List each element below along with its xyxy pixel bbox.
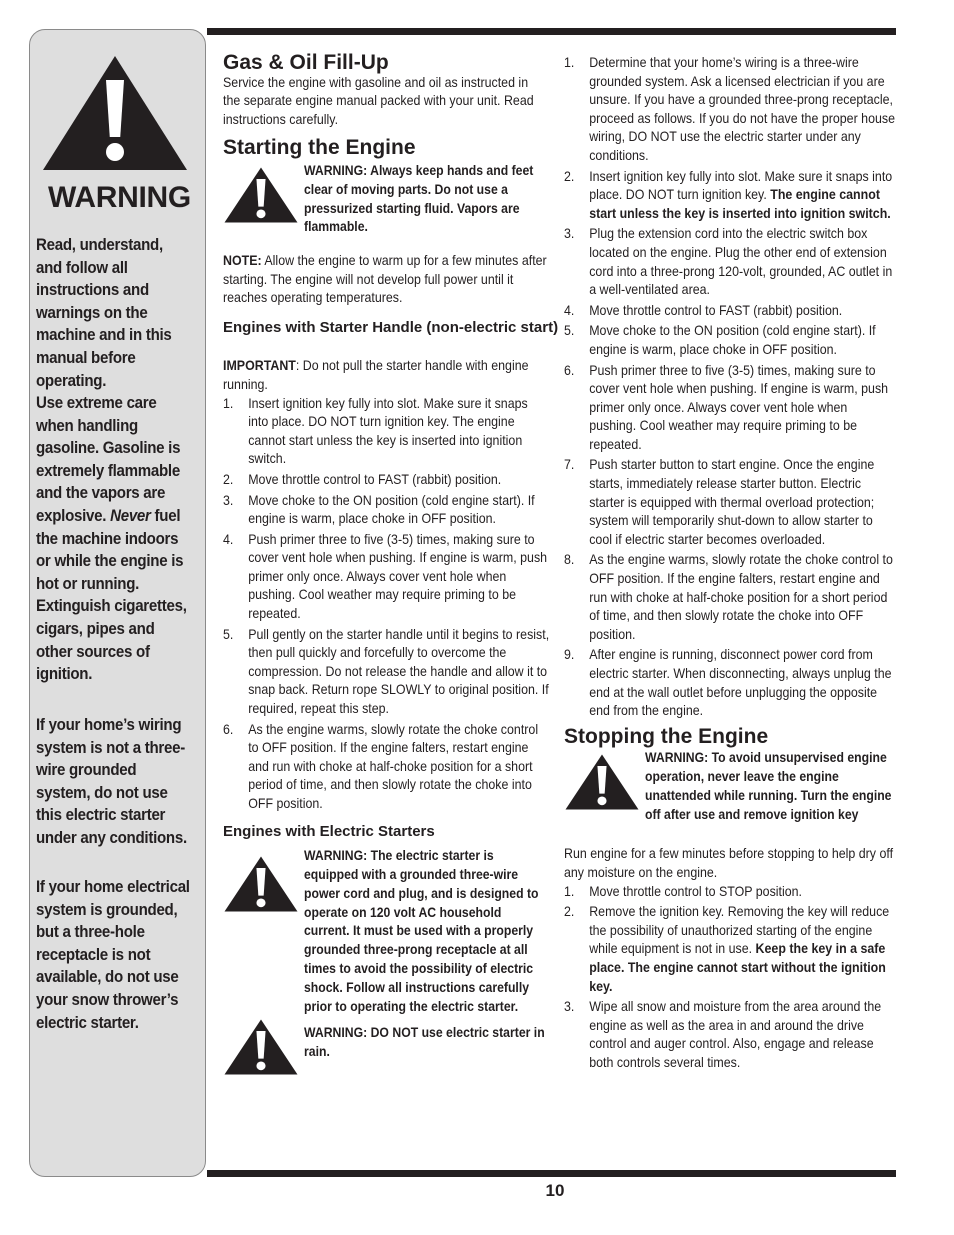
sidebar-para-gasoline-never: Never — [110, 506, 151, 525]
gas-oil-text: Service the engine with gasoline and oil as instructed in the separate engine manual packed with your unit. Read instructions carefully. — [223, 74, 534, 127]
step-text: Move throttle control to FAST (rabbit) position. — [248, 471, 502, 487]
step-number: 4. — [223, 531, 234, 547]
list-item — [223, 626, 551, 719]
list-item — [223, 492, 551, 529]
sidebar-para-read: Read, understand, and follow all instructions and warnings on the machine and in this manual before operating. — [36, 236, 172, 390]
sidebar-para-wiring: If your home’s wiring system is not a three-wire grounded system, do not use this electric starter under any conditions. — [36, 716, 187, 847]
step-number: 1. — [223, 395, 234, 411]
step-text: Move choke to the ON position (cold engine start). If engine is warm, place choke in OFF position. — [248, 492, 535, 527]
list-item — [564, 551, 896, 644]
list-item — [564, 302, 896, 321]
step-bold-text: Keep the key in a safe place. The engine cannot start without the ignition key. — [589, 941, 886, 994]
step-text: Insert ignition key fully into slot. Make sure it snaps into place. DO NOT turn ignition key. — [589, 168, 893, 203]
step-number: 4. — [564, 302, 575, 318]
stopping-warning — [564, 749, 896, 845]
step-text: As the engine warms, slowly rotate the choke control to OFF position. If the engine falters, restart engine and run with choke at half-choke position for a short period of time, and then slowly rotate the choke into OFF position. — [589, 552, 893, 642]
step-text: Push primer three to five (3-5) times, making sure to cover vent hole when pushing. If engine is warm, push primer only once. Always cover vent hole when pushing. Cool weather may require priming to be repeated. — [589, 362, 889, 452]
page-number: 10 — [545, 1181, 565, 1200]
step-number: 7. — [564, 457, 575, 473]
step-number: 1. — [564, 883, 575, 899]
important-note — [223, 357, 547, 394]
step-number: 3. — [223, 492, 234, 508]
list-item — [564, 362, 896, 455]
step-number: 6. — [564, 362, 575, 378]
rain-warning-text: WARNING: DO NOT use electric starter in rain. — [304, 1025, 545, 1059]
step-number: 1. — [564, 55, 575, 70]
electric-heading: Engines with Electric Starters — [223, 822, 435, 840]
note — [223, 252, 547, 308]
list-item — [564, 646, 896, 720]
electric-warning — [223, 847, 551, 1014]
warning-triangle-icon — [40, 53, 190, 173]
step-number: 2. — [564, 168, 575, 184]
list-item — [223, 531, 551, 624]
sidebar-para-receptacle: If your home electrical system is grounded, but a three-hole receptacle is not available, do not use your snow thrower’s electric starter. — [36, 878, 190, 1032]
top-rule — [207, 28, 896, 35]
step-text: Move throttle control to STOP position. — [589, 883, 803, 899]
step-text: Move choke to the ON position (cold engine start). If engine is warm, place choke in OFF position. — [589, 323, 876, 357]
step-text: Push primer three to five (3-5) times, making sure to cover vent hole when pushing. If engine is warm, push primer only once. Always cover vent hole when pushing. Cool weather may require priming to be repeated. — [248, 531, 548, 622]
list-item — [223, 395, 551, 469]
starter-handle-heading: Engines with Starter Handle (non-electric start) — [223, 318, 559, 336]
stopping-steps — [564, 883, 896, 1073]
step-number: 3. — [564, 999, 575, 1015]
sidebar-para-gasoline — [36, 392, 191, 686]
warning-sidebar — [29, 29, 206, 1177]
step-bold-text: The engine cannot start unless the key is inserted into ignition switch. — [589, 187, 891, 221]
rain-warning — [223, 1024, 551, 1074]
starting-warning — [223, 162, 551, 248]
step-text: Wipe all snow and moisture from the area around the engine as well as the area in and around the drive control and auger control. Also, engage and release both controls several times. — [589, 999, 882, 1070]
step-text: Insert ignition key fully into slot. Make sure it snaps into place. DO NOT turn ignition key. The engine cannot start unless the key is inserted into ignition switch. — [248, 395, 528, 467]
list-item — [564, 998, 896, 1072]
stopping-warning-text: WARNING: To avoid unsupervised engine operation, never leave the engine unattended while running. Turn the engine off after use and remove ignition key — [645, 750, 892, 822]
step-text: Determine that your home’s wiring is a three-wire grounded system. Ask a licensed electrician if you are unsure. If you have a grounded three-prong receptacle, proceed as follows. If you do not have the proper house wiring, DO NOT use the electric starter under any conditions. — [589, 55, 896, 163]
starting-heading: Starting the Engine — [223, 136, 416, 160]
starting-warning-text: WARNING: Always keep hands and feet clear of moving parts. Do not use a pressurized starting fluid. Vapors are flammable. — [304, 162, 534, 235]
step-number: 2. — [564, 904, 575, 920]
sidebar-para-gasoline-b: fuel the machine indoors or while the engine is hot or running. Extinguish cigarettes, cigars, pipes and other sources of ignition. — [36, 506, 187, 684]
warning-triangle-icon — [223, 166, 299, 224]
warning-triangle-icon — [564, 753, 640, 811]
step-number: 8. — [564, 552, 575, 568]
stopping-heading: Stopping the Engine — [564, 724, 769, 748]
step-number: 5. — [223, 626, 234, 642]
step-text: Push starter button to start engine. Once the engine starts, immediately release starter button. Electric starter is equipped with thermal overload protection; system will temporarily shut-down to allow starter to cool if electric starter becomes overloaded. — [589, 457, 875, 547]
list-item — [564, 322, 896, 359]
list-item — [564, 883, 896, 902]
step-text: Plug the extension cord into the electric switch box located on the engine. Plug the other end of extension cord into a three-prong 120-volt, grounded, AC outlet in a well-ventilated area. — [589, 226, 893, 298]
gas-oil-heading: Gas & Oil Fill-Up — [223, 51, 389, 74]
bottom-rule — [207, 1170, 896, 1177]
step-text: As the engine warms, slowly rotate the choke control to OFF position. If the engine falters, restart engine and run with choke at half-choke position for a short period of time, and then slowly rotate the choke into OFF position. — [248, 721, 539, 811]
list-item — [564, 168, 896, 224]
step-number: 2. — [223, 471, 234, 487]
middle-column — [223, 51, 559, 1074]
list-item — [223, 471, 551, 490]
step-number: 3. — [564, 226, 575, 242]
list-item — [564, 903, 896, 996]
note-label: NOTE: — [223, 252, 262, 268]
important-text: : Do not pull the starter handle with engine running. — [223, 358, 529, 392]
list-item — [564, 225, 896, 299]
right-column — [564, 54, 896, 1073]
list-item — [223, 721, 551, 814]
list-item — [564, 456, 896, 549]
warning-triangle-icon — [223, 855, 299, 913]
starter-handle-steps — [223, 395, 551, 814]
step-number: 9. — [564, 647, 575, 663]
sidebar-para-gasoline-a: Use extreme care when handling gasoline. Gasoline is extremely flammable and the vapors are explosive. — [36, 394, 181, 525]
list-item — [564, 54, 896, 166]
sidebar-title: WARNING — [48, 181, 191, 214]
step-text: Pull gently on the starter handle until it begins to resist, then pull quickly and forcefully to overcome the compression. Do not release the handle and allow it to snap back. Return rope SLOWLY to original position. If required, repeat this step. — [248, 626, 550, 717]
note-text: Allow the engine to warm up for a few minutes after starting. The engine will not develop full power until it reaches operating temperatures. — [223, 252, 547, 306]
electric-steps — [564, 54, 896, 721]
step-text: Remove the ignition key. Removing the key will reduce the possibility of unauthorized starting of the engine while equipment is not in use. — [589, 904, 890, 957]
step-text: Move throttle control to FAST (rabbit) position. — [589, 302, 843, 318]
step-number: 6. — [223, 721, 234, 737]
step-number: 5. — [564, 323, 575, 339]
stopping-intro: Run engine for a few minutes before stopping to help dry off any moisture on the engine. — [564, 846, 894, 880]
electric-warning-text: WARNING: The electric starter is equipped with a grounded three-wire power cord and plug, and is designed to operate on 120 volt AC household current. It must be used with a properly grounded three-prong receptacle at all times to avoid the possibility of electric shock. Follow all instructions carefully prior to operating the electric starter. — [304, 848, 539, 1014]
warning-triangle-icon — [223, 1018, 299, 1076]
important-label: IMPORTANT — [223, 358, 296, 374]
step-text: After engine is running, disconnect power cord from electric starter. When disconnecting, always unplug the end at the wall outlet before unplugging the opposite end from the engine. — [589, 647, 892, 719]
